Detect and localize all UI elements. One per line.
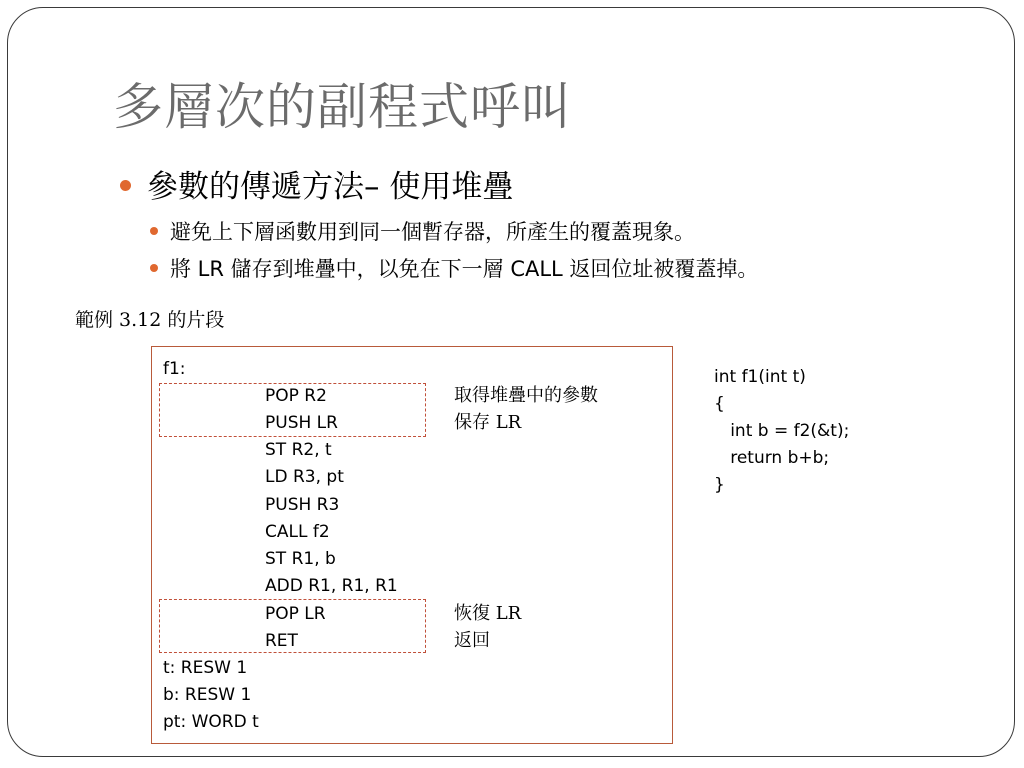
bullet-dot-icon	[120, 180, 131, 191]
sub-bullet-1	[150, 220, 695, 245]
code-instruction: PUSH R3	[265, 495, 340, 515]
code-data-line: pt: WORD t	[163, 712, 259, 732]
code-instruction: LD R3, pt	[265, 467, 344, 487]
code-comment: 返回	[454, 630, 490, 651]
slide-title: 多層次的副程式呼叫	[113, 78, 572, 136]
code-label: f1:	[163, 359, 186, 379]
bullet-dot-icon	[150, 264, 158, 272]
c-source-code	[714, 364, 849, 499]
c-code-line: int b = f2(&t);	[714, 421, 850, 441]
main-bullet-text: 參數的傳遞方法– 使用堆疊	[147, 169, 514, 205]
c-code-line: {	[714, 394, 725, 414]
code-comment: 取得堆疊中的參數	[454, 385, 598, 406]
bullet-dot-icon	[150, 227, 158, 235]
code-data-line: b: RESW 1	[163, 685, 252, 705]
sub-bullet-text: 避免上下層函數用到同一個暫存器，所產生的覆蓋現象。	[170, 220, 695, 244]
c-code-line: return b+b;	[714, 448, 830, 468]
c-code-line: }	[714, 475, 725, 495]
code-instruction: CALL f2	[265, 522, 330, 542]
example-caption: 範例 3.12 的片段	[75, 309, 225, 331]
code-instruction: POP R2	[265, 386, 327, 406]
code-comment: 恢復 LR	[454, 603, 522, 624]
sub-bullet-2	[150, 257, 758, 282]
code-instruction: ST R1, b	[265, 549, 336, 569]
code-instruction: PUSH LR	[265, 413, 338, 433]
code-instruction: ST R2, t	[265, 440, 332, 460]
assembly-code-box	[151, 346, 673, 744]
code-instruction: RET	[265, 631, 298, 651]
sub-bullet-text: 將 LR 儲存到堆疊中，以免在下一層 CALL 返回位址被覆蓋掉。	[170, 257, 759, 281]
code-instruction: ADD R1, R1, R1	[265, 576, 398, 596]
c-code-line: int f1(int t)	[714, 367, 806, 387]
code-data-line: t: RESW 1	[163, 658, 248, 678]
code-comment: 保存 LR	[454, 412, 522, 433]
code-instruction: POP LR	[265, 604, 326, 624]
main-bullet	[120, 170, 513, 204]
